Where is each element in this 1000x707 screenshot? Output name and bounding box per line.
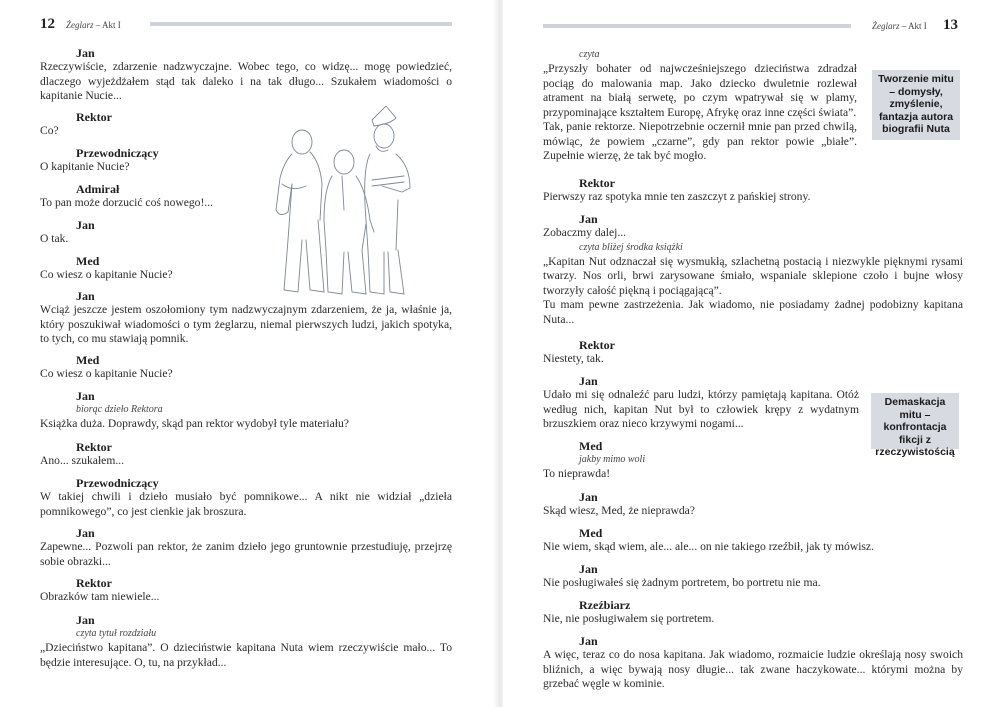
speaker-name: Rektor — [579, 176, 615, 190]
header-rule — [150, 22, 452, 26]
speaker-name: Jan — [579, 562, 598, 576]
dialogue-block — [543, 598, 963, 627]
left-page — [0, 0, 497, 707]
stage-direction: czyta tytuł rozdziału — [76, 628, 157, 639]
speaker-name: Rektor — [76, 110, 112, 124]
dialogue-text: Niestety, tak. — [543, 352, 604, 365]
speaker-name: Jan — [76, 46, 95, 60]
speaker-name: Jan — [76, 526, 95, 540]
speaker-name: Jan — [76, 389, 95, 403]
page-number: 12 — [40, 16, 55, 32]
dialogue-text: Książka duża. Doprawdy, skąd pan rektor wydobył tyle materiału? — [40, 417, 349, 430]
dialogue-block — [543, 526, 963, 555]
speaker-name: Jan — [579, 490, 598, 504]
dialogue-block — [40, 218, 260, 247]
dialogue-block — [543, 176, 963, 205]
speaker-name: Med — [579, 439, 603, 453]
dialogue-block — [40, 353, 452, 382]
speaker-name: Rzeźbiarz — [579, 598, 631, 612]
stage-direction: czyta — [579, 49, 600, 60]
margin-note: Tworzenie mitu – domysły, zmyślenie, fantazja autora biografii Nuta — [872, 70, 960, 140]
dialogue-block — [543, 439, 859, 482]
dialogue-block — [40, 254, 260, 283]
stage-direction: jakby mimo woli — [579, 454, 646, 465]
speaker-name: Przewodniczący — [76, 476, 159, 490]
dialogue-text: Ano... szukałem... — [40, 454, 125, 467]
dialogue-block — [543, 338, 963, 367]
page-number: 13 — [943, 17, 958, 33]
dialogue-text: Nie wiem, skąd wiem, ale... ale... on nie takiego rzeźbił, jak ty mówisz. — [543, 540, 874, 553]
dialogue-block — [40, 440, 452, 469]
dialogue-block — [543, 634, 963, 692]
dialogue-text: Zapewne... Pozwoli pan rektor, że zanim dzieło jego gruntownie przestudiuję, przejrzę sobie obrazki... — [40, 540, 452, 568]
speaker-name: Jan — [76, 613, 95, 627]
dialogue-text: Co wiesz o kapitanie Nucie? — [40, 367, 173, 380]
speaker-name: Rektor — [579, 338, 615, 352]
dialogue-block — [40, 289, 452, 347]
dialogue-text: Nie posługiwałeś się żadnym portretem, bo portretu nie ma. — [543, 576, 821, 589]
right-page — [503, 0, 1000, 707]
dialogue-text: Tak, panie rektorze. Niepotrzebnie oczernił mnie pan przed chwilą, mówiąc, że powiem „czarne”, gdy pan rektor powie „białe”. Zupełnie wierzę, że tak być mogło. — [543, 120, 857, 162]
dialogue-block — [40, 182, 260, 211]
dialogue-block — [40, 46, 452, 104]
dialogue-text: To pan może dorzucić coś nowego!... — [40, 196, 214, 209]
speaker-name: Admirał — [76, 182, 120, 196]
dialogue-text: Co wiesz o kapitanie Nucie? — [40, 268, 173, 281]
dialogue-text: A więc, teraz co do nosa kapitana. Jak wiadomo, rozmaicie ludzie określają nosy swoich bliźnich, a więc bywają nosy długie... tak zwane haczykowate... którymi można by grzebać węgle w kominie. — [543, 648, 963, 690]
speaker-name: Med — [76, 254, 100, 268]
dialogue-text: „Przyszły bohater od najwcześniejszego dzieciństwa zdradzał pociąg do malowania map. Jako dziecko dwuletnie rozlewał atrament na białą serwetę, po czym wpatrywał się w plamy, przypominające kształtem Europę, Afrykę oraz inne części świata”. — [543, 62, 857, 119]
dialogue-block — [40, 110, 260, 139]
dialogue-block — [543, 212, 963, 327]
dialogue-text: Pierwszy raz spotyka mnie ten zaszczyt z pańskiej strony. — [543, 190, 811, 203]
speaker-name: Jan — [76, 289, 95, 303]
speaker-name: Przewodniczący — [76, 146, 159, 160]
dialogue-text: O kapitanie Nucie? — [40, 160, 130, 173]
dialogue-block — [543, 374, 859, 432]
dialogue-text: Wciąż jeszcze jestem oszołomiony tym nadzwyczajnym zdarzeniem, że ja, właśnie ja, który poszukiwał wiadomości o tym żeglarzu, niemal pierwszych ludzi, jakich spotyka, to tych, co mu stawiają pomnik. — [40, 303, 452, 345]
header-rule — [543, 24, 851, 28]
dialogue-text: Nie, nie posługiwałem się portretem. — [543, 612, 715, 625]
dialogue-text: Obrazków tam niewiele... — [40, 590, 160, 603]
margin-note: Demaskacja mitu – konfrontacja fikcji z rzeczywistością — [871, 393, 959, 449]
dialogue-block — [543, 562, 963, 591]
dialogue-text: Zobaczmy dalej... — [543, 226, 627, 239]
speaker-name: Jan — [579, 634, 598, 648]
dialogue-text: W takiej chwili i dzieło musiało być pomnikowe... A nikt nie widział „dzieła pomnikowego”, co jest cienkie jak broszura. — [40, 490, 452, 518]
dialogue-block — [40, 146, 260, 175]
dialogue-block — [543, 490, 963, 519]
dialogue-text: Co? — [40, 124, 59, 137]
dialogue-text: Udało mi się odnaleźć paru ludzi, którzy pamiętają kapitana. Otóż według nich, kapitan Nut był to człowiek krępy z wydatnym brzuszkiem oraz nieco krzywymi nogami... — [543, 388, 859, 430]
dialogue-block — [40, 526, 452, 569]
stage-direction: biorąc dzieło Rektora — [76, 404, 163, 415]
dialogue-text: Rzeczywiście, zdarzenie nadzwyczajne. Wobec tego, co widzę... mogę powiedzieć, dlaczego wyjeżdżałem stąd tak daleko i na tak długo... Szukałem wiadomości o kapitanie Nucie... — [40, 60, 452, 102]
dialogue-text: Tu mam pewne zastrzeżenia. Jak wiadomo, nie posiadamy żadnej podobizny kapitana Nuta... — [543, 298, 963, 326]
dialogue-block — [40, 613, 452, 670]
dialogue-text: „Kapitan Nut odznaczał się wysmukłą, szlachetną postacią i niezwykle pięknymi rysami twarzy. Nos orli, brwi zarysowane śmiało, wspaniale sklepione czoło i bujne włosy tworzyły całość piękną i pociągającą”. — [543, 254, 963, 297]
dialogue-block — [40, 476, 452, 519]
dialogue-block — [40, 576, 452, 605]
dialogue-text: To nieprawda! — [543, 467, 611, 480]
running-head: Żeglarz – Akt I — [66, 20, 121, 30]
speaker-name: Jan — [579, 212, 598, 226]
speaker-name: Rektor — [76, 440, 112, 454]
running-head: Żeglarz – Akt I — [872, 21, 927, 31]
three-men-sketch-illustration — [262, 100, 422, 300]
dialogue-block — [543, 48, 857, 164]
speaker-name: Rektor — [76, 576, 112, 590]
stage-direction: czyta bliżej środka książki — [579, 241, 683, 253]
speaker-name: Med — [76, 353, 100, 367]
speaker-name: Jan — [76, 218, 95, 232]
speaker-name: Jan — [579, 374, 598, 388]
dialogue-block — [40, 389, 452, 432]
dialogue-text: O tak. — [40, 232, 69, 245]
dialogue-text: „Dzieciństwo kapitana”. O dzieciństwie kapitana Nuta wiem rzeczywiście mało... To będzie interesujące. O, tu, na przykład... — [40, 641, 452, 669]
speaker-name: Med — [579, 526, 603, 540]
dialogue-text: Skąd wiesz, Med, że nieprawda? — [543, 504, 695, 517]
